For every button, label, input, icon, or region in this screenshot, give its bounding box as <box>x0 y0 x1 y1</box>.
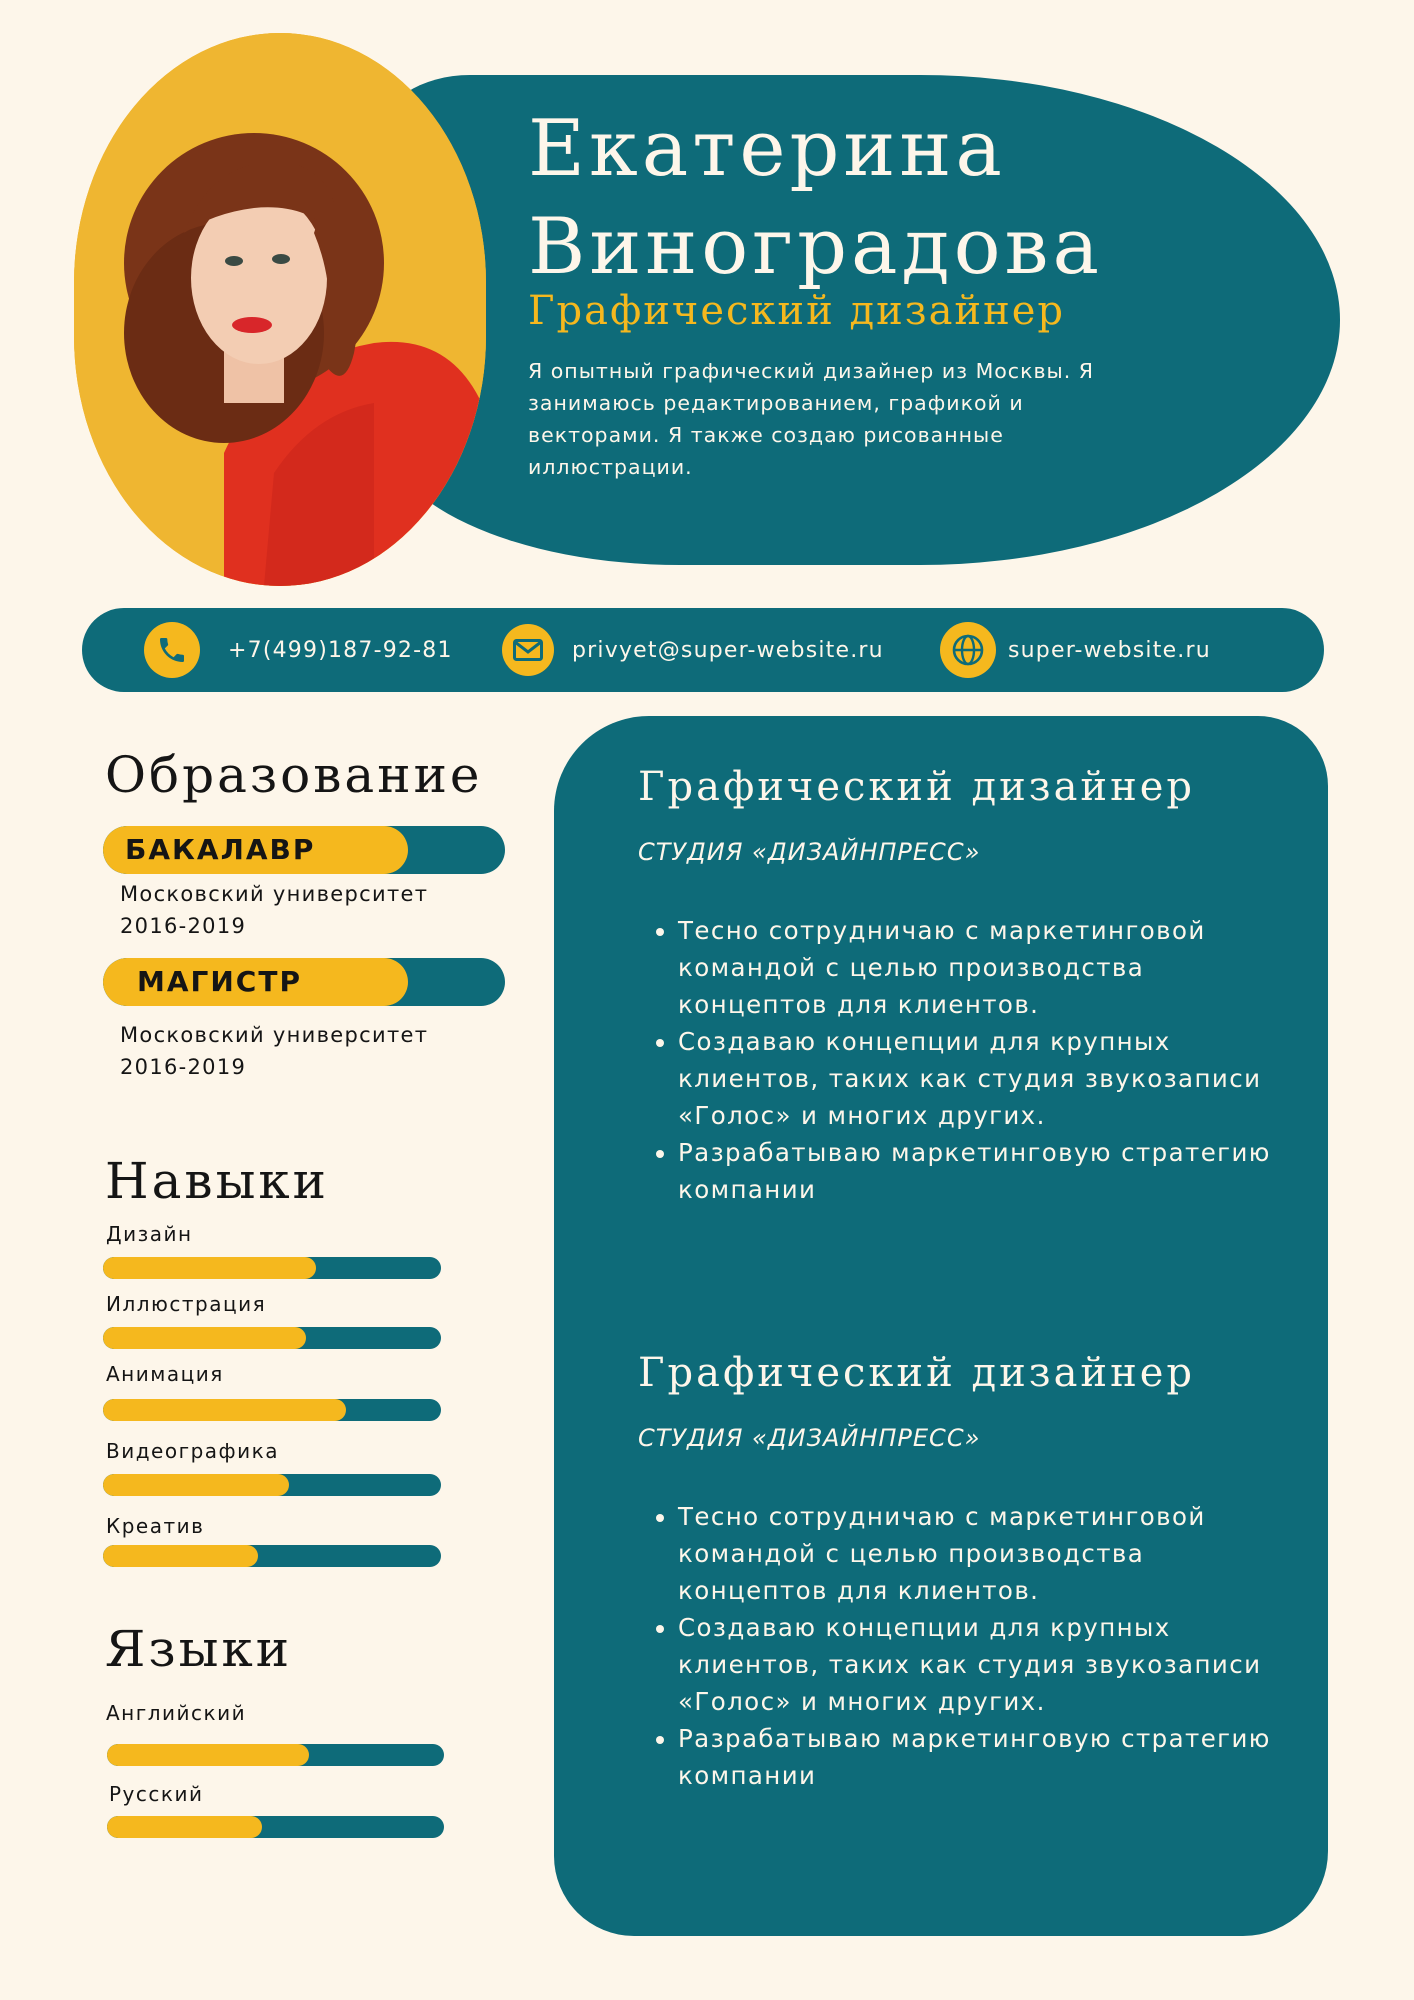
job-entry <box>638 764 1298 1208</box>
mail-icon <box>502 624 554 676</box>
language-bar <box>107 1816 444 1838</box>
skill-bar <box>103 1399 441 1421</box>
contact-phone[interactable] <box>144 622 453 678</box>
skills-heading: Навыки <box>105 1152 329 1210</box>
email-text: privyet@super-website.ru <box>572 637 884 663</box>
globe-icon <box>940 622 996 678</box>
languages-heading: Языки <box>105 1620 293 1678</box>
job-title: Графический дизайнер <box>638 764 1196 810</box>
skill-bar <box>103 1474 441 1496</box>
duty-item: • Разрабатываю маркетинговую стратегию компании <box>678 1134 1298 1208</box>
job-title: Графический дизайнер <box>638 1350 1196 1396</box>
school-years: 2016-2019 <box>120 1055 247 1079</box>
skill-bar <box>103 1257 441 1279</box>
education-details <box>120 1019 428 1083</box>
full-name <box>528 100 1288 296</box>
job-role: Графический дизайнер <box>528 288 1066 334</box>
school-name: Московский университет <box>120 1023 429 1047</box>
job-duties <box>638 1498 1298 1794</box>
duty-item: • Создаваю концепции для крупных клиентов, таких как студия звукозаписи «Голос» и многих других. <box>678 1023 1298 1134</box>
duty-item: • Тесно сотрудничаю с маркетинговой командой с целью производства концептов для клиентов. <box>678 912 1298 1023</box>
skill-label: Креатив <box>106 1514 205 1538</box>
experience-panel <box>554 716 1328 1936</box>
profile-photo <box>74 33 486 586</box>
school-years: 2016-2019 <box>120 914 247 938</box>
duty-item: • Разрабатываю маркетинговую стратегию компании <box>678 1720 1298 1794</box>
education-heading: Образование <box>105 746 483 804</box>
language-label: Английский <box>106 1701 247 1725</box>
phone-icon <box>144 622 200 678</box>
school-name: Московский университет <box>120 882 429 906</box>
duty-item: • Тесно сотрудничаю с маркетинговой командой с целью производства концептов для клиентов. <box>678 1498 1298 1609</box>
job-entry <box>638 1350 1298 1794</box>
duty-item: • Создаваю концепции для крупных клиентов, таких как студия звукозаписи «Голос» и многих других. <box>678 1609 1298 1720</box>
job-company: СТУДИЯ «ДИЗАЙНПРЕСС» <box>638 838 981 866</box>
skill-label: Дизайн <box>106 1222 193 1246</box>
education-details <box>120 878 428 942</box>
skill-label: Видеографика <box>106 1439 279 1463</box>
contact-website[interactable] <box>940 622 1211 678</box>
job-duties <box>638 912 1298 1208</box>
skill-label: Анимация <box>106 1362 224 1386</box>
skill-bar <box>103 1327 441 1349</box>
degree-label: МАГИСТР <box>137 965 302 998</box>
skill-bar <box>103 1545 441 1567</box>
phone-text: +7(499)187-92-81 <box>228 637 453 663</box>
job-company: СТУДИЯ «ДИЗАЙНПРЕСС» <box>638 1424 981 1452</box>
about-text: Я опытный графический дизайнер из Москвы. Я занимаюсь редактированием, графикой и векторами. Я также создаю рисованные иллюстрации. <box>528 359 1094 479</box>
contact-bar <box>82 608 1324 692</box>
website-text: super-website.ru <box>1008 637 1211 663</box>
degree-label: БАКАЛАВР <box>125 833 316 866</box>
contact-email[interactable] <box>502 622 884 678</box>
last-name: Виноградова <box>528 202 1103 292</box>
language-bar <box>107 1744 444 1766</box>
degree-badge-bachelor <box>103 826 505 874</box>
skill-label: Иллюстрация <box>106 1292 267 1316</box>
first-name: Екатерина <box>528 104 1006 194</box>
language-label: Русский <box>109 1782 204 1806</box>
degree-badge-master <box>103 958 505 1006</box>
